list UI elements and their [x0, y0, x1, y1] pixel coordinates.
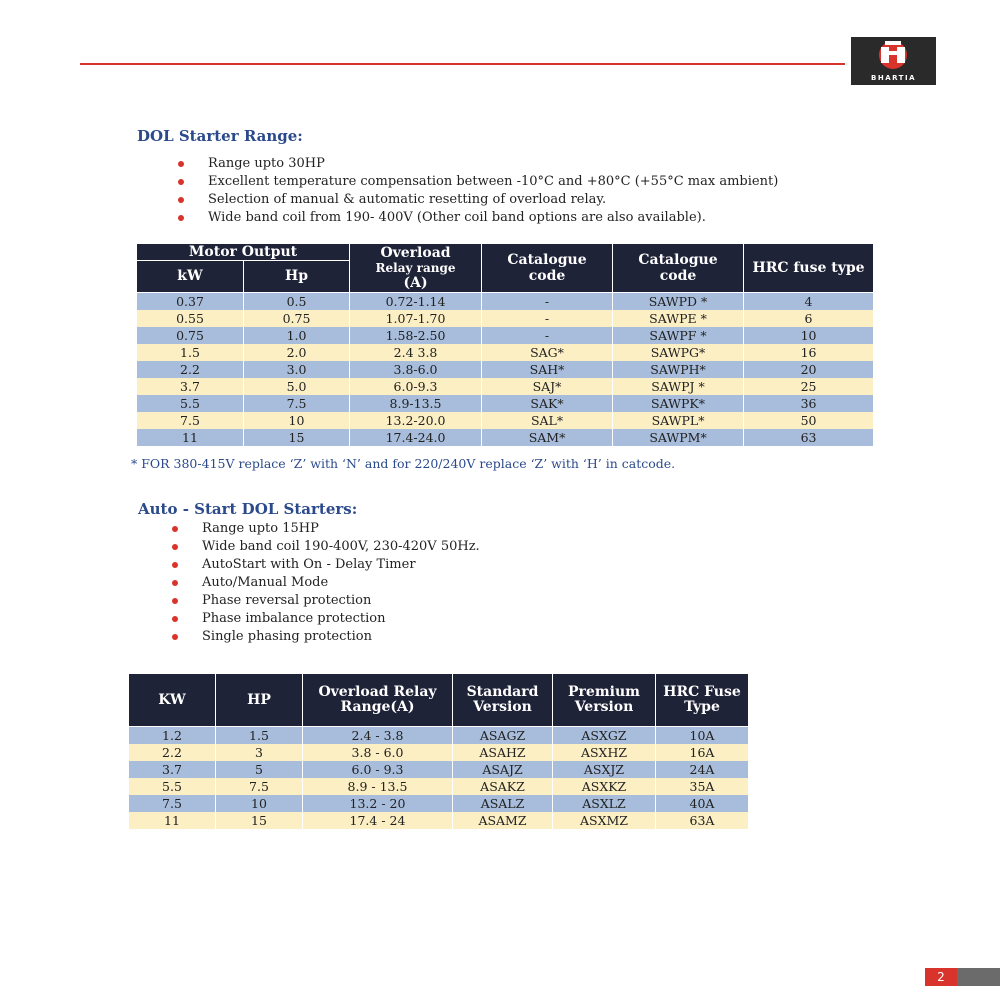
catalogue-code-header-1: Catalogue code — [482, 244, 613, 293]
list-item: Phase imbalance protection — [172, 610, 480, 628]
auto-start-section-title: Auto - Start DOL Starters: — [138, 500, 358, 518]
hp-header: HP — [216, 674, 303, 727]
premium-version-header: Premium Version — [553, 674, 656, 727]
standard-version-header: Standard Version — [453, 674, 553, 727]
motor-output-header: Motor Output — [137, 244, 350, 261]
overload-header: Overload Relay Range(A) — [303, 674, 453, 727]
kw-header: KW — [129, 674, 216, 727]
table-row: 5.5 7.5 8.9-13.5 SAK* SAWPK* 36 — [137, 395, 874, 412]
list-item: Wide band coil 190-400V, 230-420V 50Hz. — [172, 538, 480, 556]
list-item: Range upto 30HP — [178, 155, 778, 173]
table-row: 1.2 1.5 2.4 - 3.8 ASAGZ ASXGZ 10A — [129, 727, 749, 745]
table-row: 11 15 17.4-24.0 SAM* SAWPM* 63 — [137, 429, 874, 446]
table-row: 3.7 5.0 6.0-9.3 SAJ* SAWPJ * 25 — [137, 378, 874, 395]
auto-start-feature-list — [172, 520, 480, 646]
table-row: 0.37 0.5 0.72-1.14 - SAWPD * 4 — [137, 293, 874, 311]
table-row: 7.5 10 13.2-20.0 SAL* SAWPL* 50 — [137, 412, 874, 429]
bullet-icon — [178, 161, 184, 167]
bhartia-logo — [851, 37, 936, 85]
table-row: 0.75 1.0 1.58-2.50 - SAWPF * 10 — [137, 327, 874, 344]
list-item: Selection of manual & automatic resetting of overload relay. — [178, 191, 778, 209]
auto-start-table — [128, 673, 749, 829]
hrc-fuse-header: HRC fuse type — [744, 244, 874, 293]
list-item: AutoStart with On - Delay Timer — [172, 556, 480, 574]
bullet-icon — [178, 215, 184, 221]
bullet-icon — [172, 616, 178, 622]
table-row: 3.7 5 6.0 - 9.3 ASAJZ ASXJZ 24A — [129, 761, 749, 778]
hp-header: Hp — [244, 261, 350, 293]
list-item: Wide band coil from 190- 400V (Other coil band options are also available). — [178, 209, 778, 227]
list-item: Range upto 15HP — [172, 520, 480, 538]
bullet-icon — [178, 179, 184, 185]
kw-header: kW — [137, 261, 244, 293]
table-row: 11 15 17.4 - 24 ASAMZ ASXMZ 63A — [129, 812, 749, 829]
dol-section-title: DOL Starter Range: — [137, 127, 303, 145]
bullet-icon — [178, 197, 184, 203]
page-number-bar — [957, 968, 1000, 986]
bullet-icon — [172, 544, 178, 550]
header-rule — [80, 63, 845, 65]
list-item: Excellent temperature compensation between -10°C and +80°C (+55°C max ambient) — [178, 173, 778, 191]
bullet-icon — [172, 580, 178, 586]
dol-feature-list — [178, 155, 778, 227]
catcode-note: * FOR 380-415V replace ‘Z’ with ‘N’ and for 220/240V replace ‘Z’ with ‘H’ in catcode. — [131, 456, 676, 471]
dol-starter-table — [136, 243, 874, 446]
logo-mark-icon — [851, 37, 936, 77]
table-row: 5.5 7.5 8.9 - 13.5 ASAKZ ASXKZ 35A — [129, 778, 749, 795]
bullet-icon — [172, 634, 178, 640]
page-number: 2 — [925, 968, 957, 986]
catalogue-code-header-2: Catalogue code — [613, 244, 744, 293]
table-row: 0.55 0.75 1.07-1.70 - SAWPE * 6 — [137, 310, 874, 327]
table-row: 7.5 10 13.2 - 20 ASALZ ASXLZ 40A — [129, 795, 749, 812]
table-row: 2.2 3.0 3.8-6.0 SAH* SAWPH* 20 — [137, 361, 874, 378]
overload-header: Overload Relay range (A) — [350, 244, 482, 293]
bullet-icon — [172, 526, 178, 532]
bullet-icon — [172, 598, 178, 604]
table-row: 2.2 3 3.8 - 6.0 ASAHZ ASXHZ 16A — [129, 744, 749, 761]
hrc-fuse-header: HRC Fuse Type — [656, 674, 749, 727]
list-item: Single phasing protection — [172, 628, 480, 646]
list-item: Phase reversal protection — [172, 592, 480, 610]
table-row: 1.5 2.0 2.4 3.8 SAG* SAWPG* 16 — [137, 344, 874, 361]
bullet-icon — [172, 562, 178, 568]
logo-text: BHARTIA — [871, 74, 916, 82]
list-item: Auto/Manual Mode — [172, 574, 480, 592]
